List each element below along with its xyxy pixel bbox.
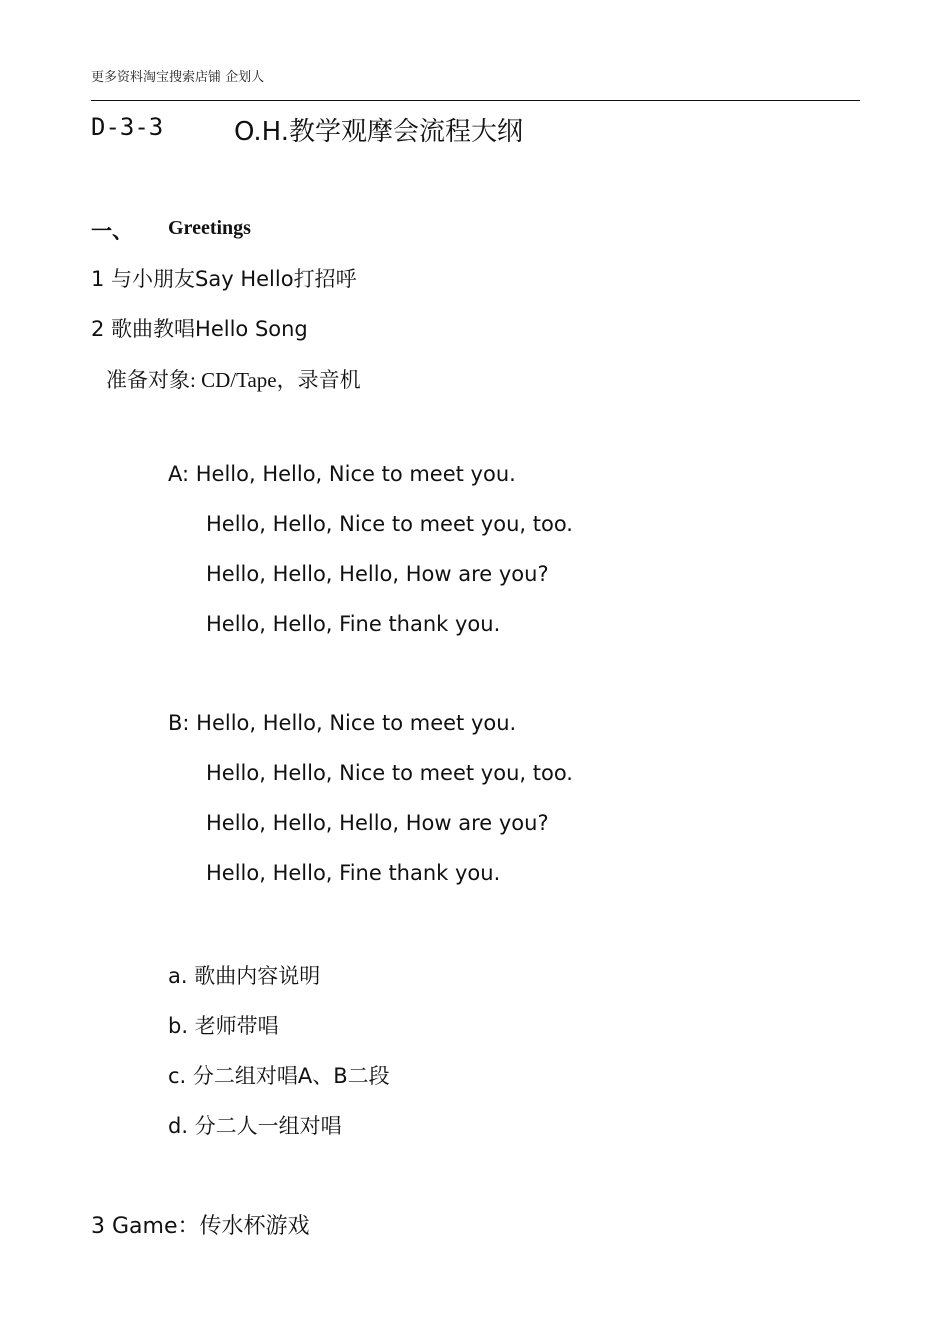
song-b-line: B: Hello, Hello, Nice to meet you.	[168, 711, 517, 735]
song-b-line: Hello, Hello, Fine thank you.	[206, 861, 501, 885]
item-2: 2 歌曲教唱Hello Song	[91, 317, 308, 341]
step-item: b. 老师带唱	[168, 1014, 279, 1038]
song-a-line: Hello, Hello, Fine thank you.	[206, 612, 501, 636]
song-b-line: Hello, Hello, Nice to meet you, too.	[206, 761, 573, 785]
section-number: 一、	[91, 218, 133, 243]
step-item: c. 分二组对唱A、B二段	[168, 1064, 390, 1088]
preparation-note: 准备对象: CD/Tape，录音机	[106, 368, 361, 392]
document-title: O.H.教学观摩会流程大纲	[234, 117, 524, 147]
step-item: d. 分二人一组对唱	[168, 1114, 342, 1138]
song-b-line: Hello, Hello, Hello, How are you?	[206, 811, 549, 835]
step-item: a. 歌曲内容说明	[168, 964, 321, 988]
item-3: 3 Game：传水杯游戏	[91, 1214, 310, 1239]
header-divider	[91, 100, 860, 101]
section-title: Greetings	[168, 217, 251, 239]
song-a-line: Hello, Hello, Nice to meet you, too.	[206, 512, 573, 536]
page-header: 更多资料淘宝搜索店铺 企划人	[91, 70, 265, 85]
song-a-line: A: Hello, Hello, Nice to meet you.	[168, 462, 516, 486]
document-code: D-3-3	[91, 113, 164, 141]
song-a-line: Hello, Hello, Hello, How are you?	[206, 562, 549, 586]
item-1: 1 与小朋友Say Hello打招呼	[91, 267, 357, 291]
